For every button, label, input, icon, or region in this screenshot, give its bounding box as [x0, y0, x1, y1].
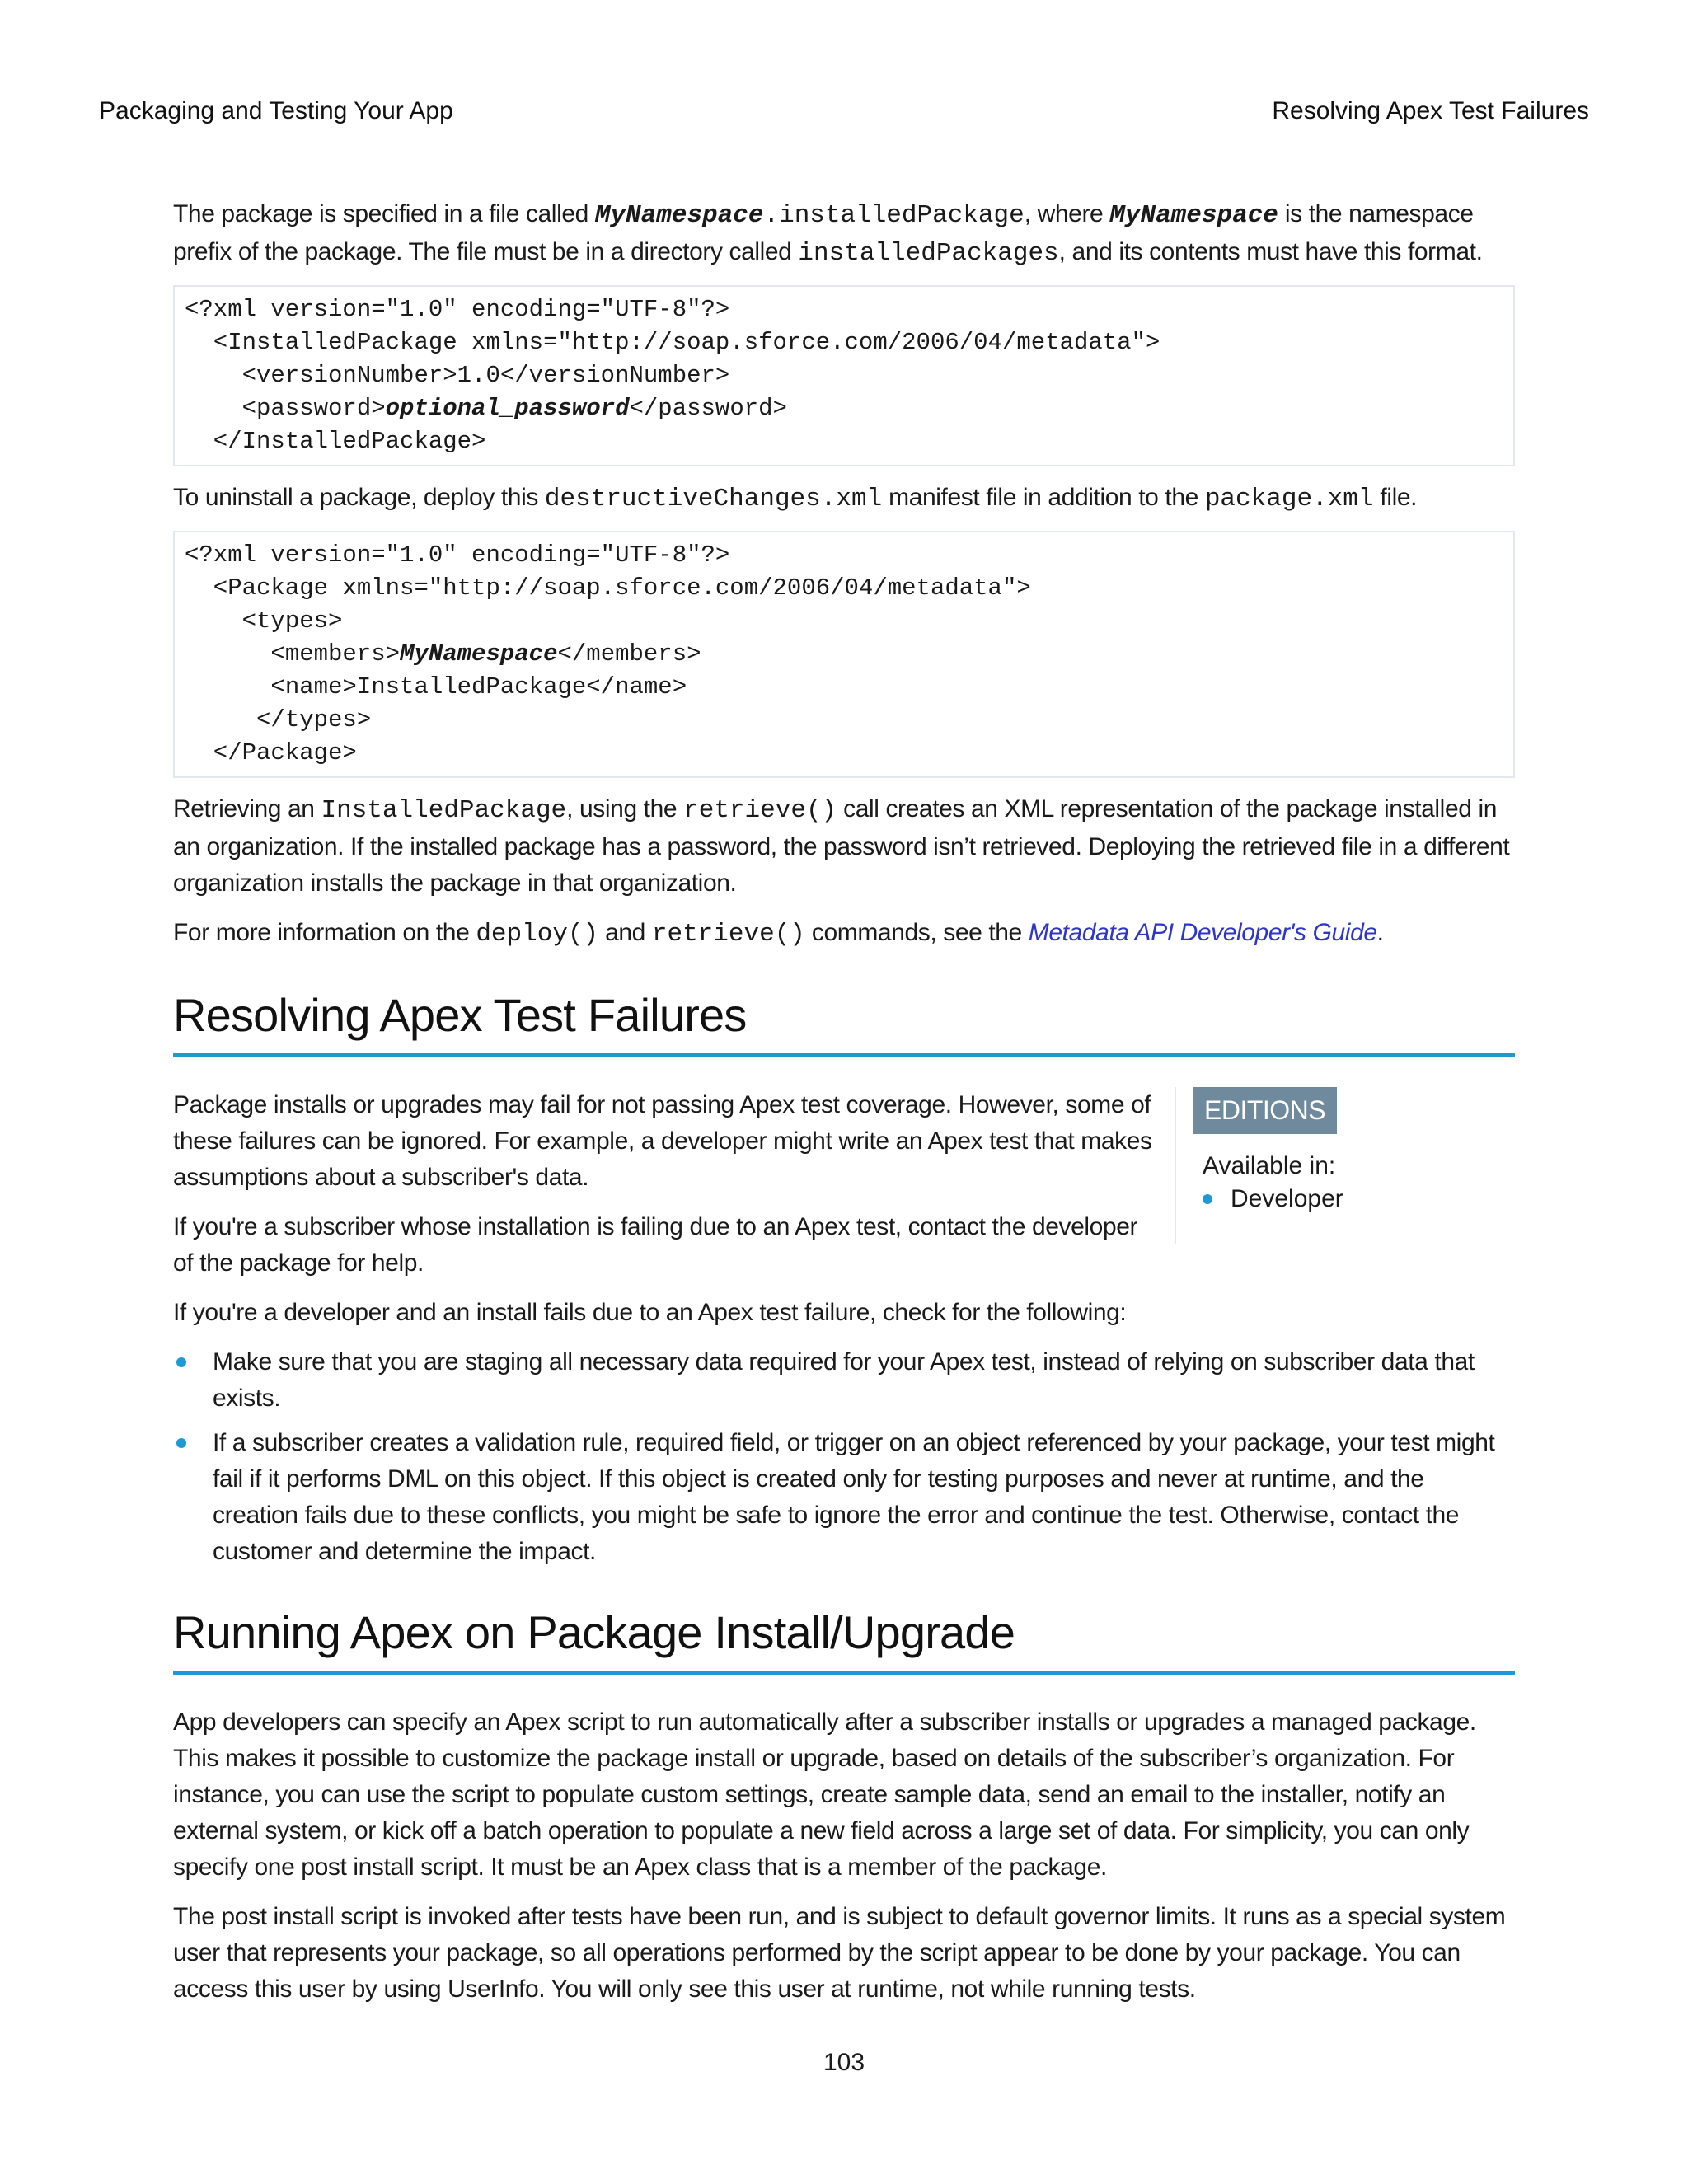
section1-intro: [173, 1087, 1515, 1282]
editions-sidebar: [1175, 1087, 1399, 1244]
page-number: 103: [823, 2049, 865, 2076]
file-extension: .installedPackage: [763, 201, 1025, 230]
file-name: package.xml: [1204, 485, 1374, 513]
running-header-right: Resolving Apex Test Failures: [1272, 97, 1589, 124]
bullet-icon: [176, 1357, 186, 1367]
intro-paragraph-3: Retrieving an InstalledPackage, using the retrieve() call creates an XML representation of the package installed in an organization. If the installed package has a password, the password isn’t retrieved. Deploying the retrieved file in a different organization installs the package in that organization.: [173, 795, 1510, 897]
inline-code: InstalledPackage: [321, 796, 567, 825]
namespace-placeholder: MyNamespace: [400, 640, 558, 668]
bullet-icon: [1203, 1194, 1212, 1204]
section2-paragraph-1: App developers can specify an Apex script to run automatically after a subscriber installs or upgrades a managed package. This makes it possible to customize the package install or upgrade, based on details of the subscriber’s organization. For instance, you can use the script to populate custom settings, create sample data, send an email to the installer, notify an external system, or kick off a batch operation to populate a new field across a large set of data. For simplicity, you can only specify one post install script. It must be an Apex class that is a member of the package.: [173, 1708, 1476, 1881]
password-placeholder: optional_password: [385, 395, 630, 422]
bullet-icon: [176, 1438, 186, 1448]
section2-paragraph-2: The post install script is invoked after tests have been run, and is subject to default governor limits. It runs as a special system user that represents your package, so all operations performed by the script appear to be done by your package. You can access this user by using UserInfo. You will only see this user at runtime, not while running tests.: [173, 1903, 1506, 2003]
directory-name: installedPackages: [798, 239, 1059, 268]
inline-code: deploy(): [476, 920, 599, 949]
namespace-placeholder: MyNamespace: [1109, 201, 1278, 230]
editions-available-label: Available in:: [1203, 1152, 1336, 1179]
section1-paragraph-1: Package installs or upgrades may fail for not passing Apex test coverage. However, some of these failures can be ignored. For example, a developer might write an Apex test that makes assumptions about a subscriber's data.: [173, 1091, 1152, 1191]
section-heading-running-apex-on-install: Running Apex on Package Install/Upgrade: [173, 1606, 1515, 1675]
code-block-destructive-changes: <?xml version="1.0" encoding="UTF-8"?> <Package xmlns="http://soap.sforce.com/2006/04/metadata"> <types> <members>MyNamespace</members> <name>InstalledPackage</name> </types> </Package>: [173, 531, 1515, 778]
edition-item: Developer: [1203, 1185, 1399, 1213]
editions-badge: EDITIONS: [1193, 1087, 1337, 1134]
intro-paragraph-2: To uninstall a package, deploy this destructiveChanges.xml manifest file in addition to the package.xml file.: [173, 484, 1418, 513]
code-block-installed-package: <?xml version="1.0" encoding="UTF-8"?> <InstalledPackage xmlns="http://soap.sforce.com/2006/04/metadata"> <versionNumber>1.0</versionNumber> <password>optional_password</password> </InstalledPackage>: [173, 285, 1515, 466]
running-header-left: Packaging and Testing Your App: [99, 97, 453, 124]
section-heading-resolving-apex-test-failures: Resolving Apex Test Failures: [173, 989, 1515, 1057]
namespace-placeholder: MyNamespace: [594, 201, 764, 230]
list-item: If a subscriber creates a validation rule, required field, or trigger on an object referenced by your package, your test might fail if it performs DML on this object. If this object is created only for testing purposes and never at runtime, and the creation fails due to these conflicts, you might be safe to ignore the error and continue the test. Otherwise, contact the customer and determine the impact.: [173, 1425, 1515, 1570]
section1-paragraph-2: If you're a subscriber whose installation is failing due to an Apex test, contact the developer of the package for help.: [173, 1213, 1138, 1277]
checklist: [173, 1344, 1515, 1570]
section1-paragraph-3: If you're a developer and an install fails due to an Apex test failure, check for the following:: [173, 1299, 1127, 1326]
intro-paragraph-4: For more information on the deploy() and retrieve() commands, see the Metadata API Developer's Guide.: [173, 919, 1384, 949]
page-content: [173, 196, 1515, 2021]
list-item: Make sure that you are staging all necessary data required for your Apex test, instead of relying on subscriber data that exists.: [173, 1344, 1515, 1417]
file-name: destructiveChanges.xml: [544, 485, 883, 513]
inline-code: retrieve(): [651, 920, 805, 949]
inline-code: retrieve(): [683, 796, 837, 825]
metadata-api-guide-link[interactable]: Metadata API Developer's Guide: [1028, 919, 1377, 946]
intro-paragraph-1: The package is specified in a file called MyNamespace.installedPackage, where MyNamespace is the namespace prefix of the package. The file must be in a directory called installedPackages, and its contents must have this format.: [173, 200, 1483, 268]
